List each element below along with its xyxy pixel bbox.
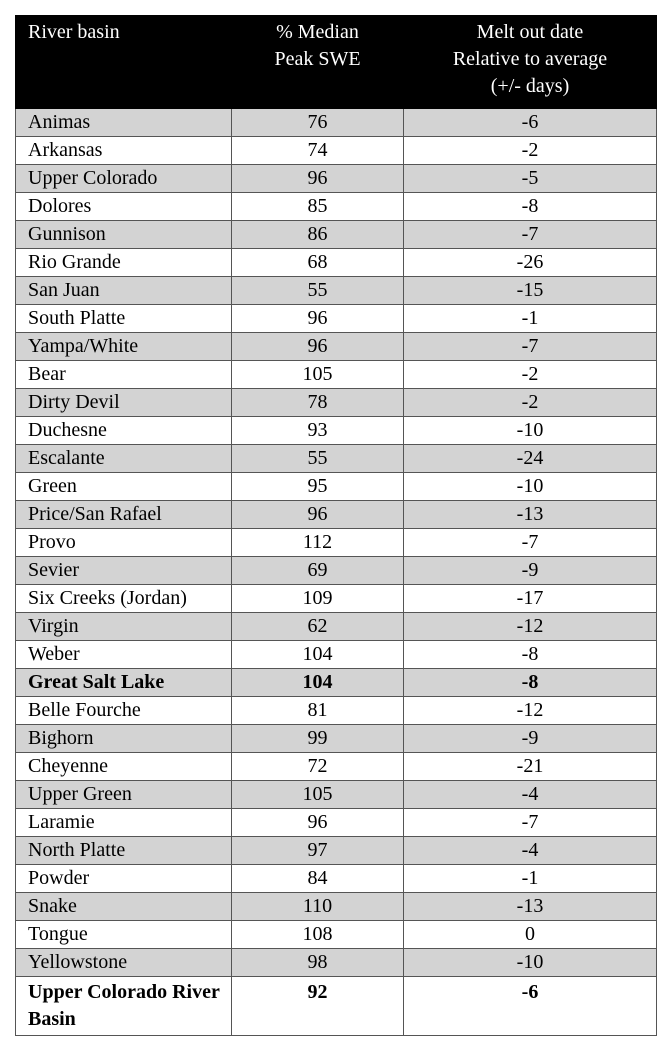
header-melt	[404, 16, 657, 109]
melt-cell: -8	[404, 193, 657, 221]
melt-cell: -2	[404, 137, 657, 165]
header-melt-line2: Relative to average	[452, 48, 608, 70]
swe-cell: 95	[232, 473, 404, 501]
swe-cell: 108	[232, 921, 404, 949]
basin-cell: Upper Colorado	[16, 165, 232, 193]
melt-cell: -10	[404, 949, 657, 977]
basin-cell: Upper Colorado River Basin	[16, 977, 232, 1036]
table-row	[16, 333, 657, 361]
swe-cell: 112	[232, 529, 404, 557]
melt-cell: -6	[404, 977, 657, 1036]
header-swe-line1: % Median	[276, 21, 359, 43]
table-row	[16, 921, 657, 949]
table-row	[16, 977, 657, 1036]
basin-cell: Dirty Devil	[16, 389, 232, 417]
swe-cell: 96	[232, 809, 404, 837]
table-row	[16, 781, 657, 809]
melt-cell: -8	[404, 641, 657, 669]
basin-cell: Upper Green	[16, 781, 232, 809]
basin-cell: Rio Grande	[16, 249, 232, 277]
swe-cell: 97	[232, 837, 404, 865]
table-row	[16, 809, 657, 837]
melt-cell: -7	[404, 529, 657, 557]
swe-cell: 69	[232, 557, 404, 585]
melt-cell: -9	[404, 725, 657, 753]
table-row	[16, 193, 657, 221]
table-row	[16, 277, 657, 305]
swe-cell: 98	[232, 949, 404, 977]
header-basin: River basin	[16, 16, 232, 109]
table-row	[16, 669, 657, 697]
melt-cell: -17	[404, 585, 657, 613]
basin-cell: Six Creeks (Jordan)	[16, 585, 232, 613]
melt-cell: -5	[404, 165, 657, 193]
header-melt-line3: (+/- days)	[490, 75, 570, 97]
swe-cell: 96	[232, 305, 404, 333]
melt-cell: -26	[404, 249, 657, 277]
swe-cell: 104	[232, 669, 404, 697]
melt-cell: -24	[404, 445, 657, 473]
table-row	[16, 389, 657, 417]
basin-cell: South Platte	[16, 305, 232, 333]
swe-cell: 92	[232, 977, 404, 1036]
basin-cell: Virgin	[16, 613, 232, 641]
basin-cell: Weber	[16, 641, 232, 669]
swe-cell: 105	[232, 361, 404, 389]
melt-cell: -12	[404, 697, 657, 725]
melt-cell: -1	[404, 865, 657, 893]
melt-cell: -6	[404, 109, 657, 137]
basin-cell: Great Salt Lake	[16, 669, 232, 697]
header-melt-line1: Melt out date	[476, 21, 584, 43]
swe-cell: 104	[232, 641, 404, 669]
basin-cell: Animas	[16, 109, 232, 137]
table-row	[16, 501, 657, 529]
basin-cell: Snake	[16, 893, 232, 921]
basin-cell: Laramie	[16, 809, 232, 837]
table-row	[16, 585, 657, 613]
basin-cell: Escalante	[16, 445, 232, 473]
melt-cell: -7	[404, 809, 657, 837]
table-row	[16, 613, 657, 641]
swe-cell: 109	[232, 585, 404, 613]
swe-cell: 99	[232, 725, 404, 753]
swe-cell: 55	[232, 445, 404, 473]
swe-cell: 68	[232, 249, 404, 277]
swe-cell: 96	[232, 165, 404, 193]
swe-cell: 62	[232, 613, 404, 641]
swe-cell: 93	[232, 417, 404, 445]
basin-cell: Powder	[16, 865, 232, 893]
swe-cell: 72	[232, 753, 404, 781]
basin-cell: Bear	[16, 361, 232, 389]
table-row	[16, 837, 657, 865]
table-header	[16, 16, 657, 109]
table-row	[16, 865, 657, 893]
table-row	[16, 949, 657, 977]
table-row	[16, 249, 657, 277]
melt-cell: -13	[404, 893, 657, 921]
basin-cell: Yellowstone	[16, 949, 232, 977]
table-row	[16, 305, 657, 333]
melt-cell: -21	[404, 753, 657, 781]
basin-cell: Arkansas	[16, 137, 232, 165]
melt-cell: -10	[404, 417, 657, 445]
table-row	[16, 893, 657, 921]
swe-cell: 78	[232, 389, 404, 417]
header-swe-line2: Peak SWE	[274, 48, 361, 70]
table-body	[16, 109, 657, 1036]
basin-cell: Duchesne	[16, 417, 232, 445]
swe-cell: 84	[232, 865, 404, 893]
swe-cell: 85	[232, 193, 404, 221]
table-row	[16, 109, 657, 137]
basin-cell: Provo	[16, 529, 232, 557]
basin-cell: Green	[16, 473, 232, 501]
basin-cell: North Platte	[16, 837, 232, 865]
melt-cell: -7	[404, 221, 657, 249]
table-row	[16, 557, 657, 585]
melt-cell: -7	[404, 333, 657, 361]
table-row	[16, 641, 657, 669]
swe-cell: 76	[232, 109, 404, 137]
melt-cell: -8	[404, 669, 657, 697]
basin-cell: Gunnison	[16, 221, 232, 249]
swe-cell: 81	[232, 697, 404, 725]
basin-cell: Bighorn	[16, 725, 232, 753]
swe-cell: 96	[232, 333, 404, 361]
table-row	[16, 725, 657, 753]
basin-cell: San Juan	[16, 277, 232, 305]
swe-cell: 96	[232, 501, 404, 529]
basin-cell: Price/San Rafael	[16, 501, 232, 529]
swe-cell: 74	[232, 137, 404, 165]
table-row	[16, 753, 657, 781]
swe-cell: 105	[232, 781, 404, 809]
melt-cell: -12	[404, 613, 657, 641]
swe-cell: 110	[232, 893, 404, 921]
melt-cell: -4	[404, 781, 657, 809]
melt-cell: -1	[404, 305, 657, 333]
melt-cell: -4	[404, 837, 657, 865]
melt-cell: -10	[404, 473, 657, 501]
swe-cell: 86	[232, 221, 404, 249]
table-row	[16, 417, 657, 445]
melt-cell: -15	[404, 277, 657, 305]
table-row	[16, 137, 657, 165]
table-row	[16, 445, 657, 473]
table-row	[16, 221, 657, 249]
header-swe	[232, 16, 404, 109]
basin-cell: Yampa/White	[16, 333, 232, 361]
swe-cell: 55	[232, 277, 404, 305]
table-row	[16, 473, 657, 501]
melt-cell: -2	[404, 389, 657, 417]
melt-cell: -9	[404, 557, 657, 585]
table-row	[16, 361, 657, 389]
basin-cell: Tongue	[16, 921, 232, 949]
melt-cell: 0	[404, 921, 657, 949]
table-row	[16, 697, 657, 725]
swe-table	[15, 15, 657, 1036]
melt-cell: -13	[404, 501, 657, 529]
melt-cell: -2	[404, 361, 657, 389]
basin-cell: Belle Fourche	[16, 697, 232, 725]
table-row	[16, 165, 657, 193]
basin-cell: Cheyenne	[16, 753, 232, 781]
basin-cell: Sevier	[16, 557, 232, 585]
table-row	[16, 529, 657, 557]
basin-cell: Dolores	[16, 193, 232, 221]
